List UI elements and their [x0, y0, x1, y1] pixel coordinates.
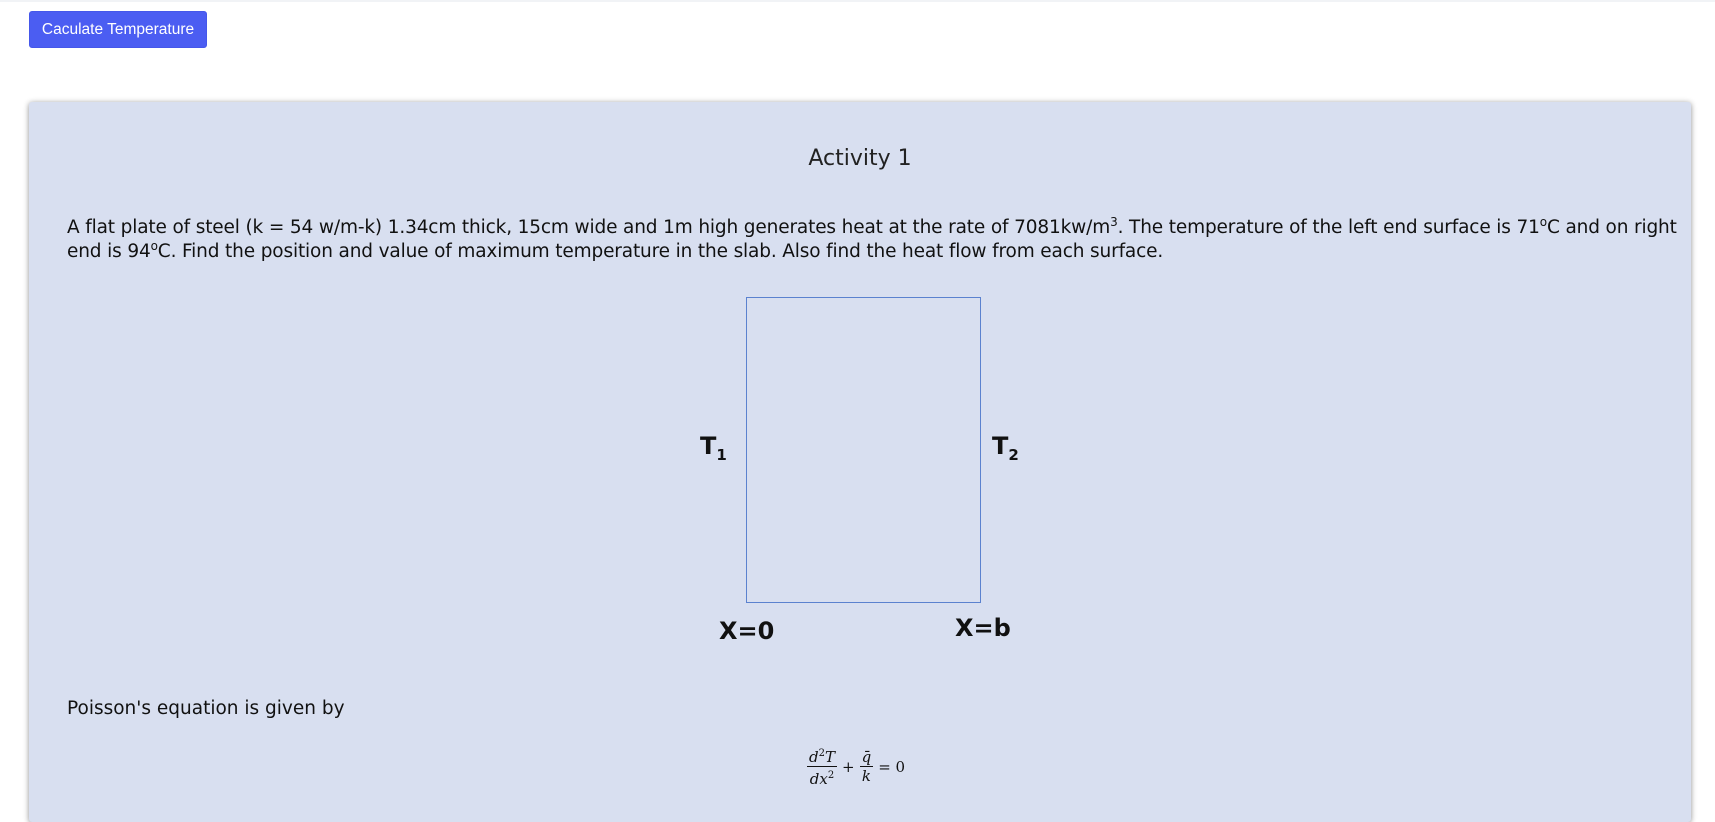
problem-sup-3: o [150, 238, 158, 253]
calculate-temperature-button[interactable]: Caculate Temperature [29, 11, 207, 48]
slab-rectangle [746, 297, 981, 603]
x-zero-label: X=0 [719, 617, 775, 645]
left-temperature-label: $T_1$ [700, 432, 727, 464]
poisson-intro: Poisson's equation is given by [67, 698, 345, 719]
poisson-equation [807, 745, 910, 788]
activity-title: Activity 1 [808, 146, 912, 171]
problem-text-4: C. Find the position and value of maximum temperature in the slab. Also find the heat flow from each surface. [157, 241, 1164, 262]
problem-text-1: A flat plate of steel (k = 54 w/m-k) 1.34cm thick, 15cm wide and 1m high generates heat at the rate of 7081kw/m [67, 217, 1111, 238]
plus-sign: + [842, 757, 855, 776]
right-temperature-label: $T_2$ [992, 432, 1019, 464]
problem-statement [67, 216, 1677, 264]
top-divider [0, 0, 1715, 2]
activity-card [29, 102, 1691, 822]
problem-sup-2: o [1539, 214, 1547, 229]
equals-zero: = 0 [878, 757, 906, 776]
x-b-label: X=b [955, 614, 1011, 642]
problem-text-3: C and on right end is 94 [67, 217, 1677, 262]
heat-generation-fraction: $\frac{q̄}{k}$ [861, 748, 872, 785]
problem-text-2: . The temperature of the left end surface is 71 [1117, 217, 1540, 238]
second-derivative-fraction: $\frac{d^2T}{dx^2}$ [809, 748, 835, 788]
problem-sup-1: 3 [1110, 214, 1118, 229]
